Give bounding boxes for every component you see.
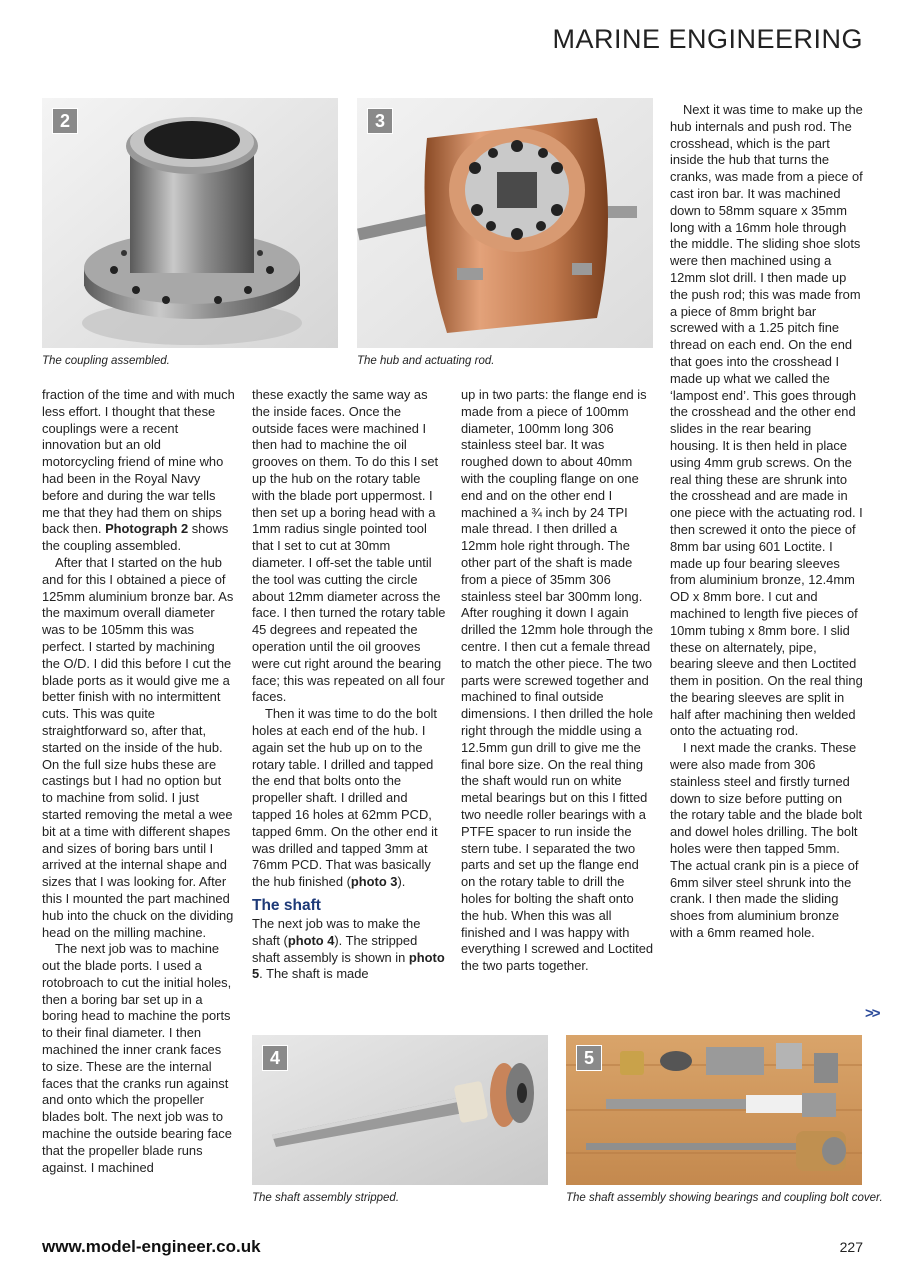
photo-4-caption: The shaft assembly stripped. — [252, 1192, 400, 1204]
photo-number-badge: 4 — [262, 1045, 288, 1071]
photo-5-caption: The shaft assembly showing bearings and coupling bolt cover. — [566, 1192, 883, 1204]
paragraph: fraction of the time and with much less effort. I thought that these couplings were a recent innovation but an old motorcycling friend of mine who had been in the Royal Navy before and during the war tells me that they had them on ships back then. Photograph 2 shows the coupling assembled. — [42, 387, 235, 554]
text-column-3 — [461, 387, 655, 975]
text-column-4 — [670, 102, 863, 942]
photo-5-shaft-bearings — [566, 1035, 862, 1185]
paragraph: The next job was to machine out the blade ports. I used a rotobroach to cut the initial holes, then a boring bar set up in a boring head to machine the ports to their final diameter. I then machined the inner crank faces to size. These are the internal faces that the cranks run against and onto which the propeller blades bolt. The next job was to machine the outside bearing face that the propeller blade runs against. I machined — [42, 941, 232, 1175]
photo-reference: photo 5 — [252, 949, 445, 982]
paragraph: The next job was to make the shaft (photo 4). The stripped shaft assembly is shown in photo 5. The shaft is made — [252, 915, 445, 982]
paragraph: up in two parts: the flange end is made from a piece of 100mm diameter, 100mm long 306 stainless steel bar. It was roughed down to about 40mm with the coupling flange on one end and on the other end I machined a ¾ inch by 24 TPI male thread. I then drilled a 12mm hole right through. The other part of the shaft is made from a piece of 35mm 306 stainless steel bar 300mm long. After roughing it down I again drilled the 12mm hole through the centre. I then cut a female thread to match the other piece. The two parts were screwed together and machined to final outside dimensions. I then drilled the hole right through the middle using a 12.5mm gun drill to give me the final bore size. On the real thing the shaft would run on white metal bearings but on this I fitted two needle roller bearings with a PTFE spacer to run inside the stern tube. I separated the two parts and set up the flange end on the rotary table to drill the holes for bolting the shaft onto the hub. When this was all finished and I was happy with everything I screwed and Loctited the two parts together. — [461, 387, 654, 974]
paragraph: these exactly the same way as the inside faces. Once the outside faces were machined I then had to machine the oil grooves on them. To do this I set up the hub on the rotary table with the blade port uppermost. I then set up a boring head with a 1mm radius single pointed tool that I set to cut at 30mm diameter. I off-set the table until the tool was cutting the circle about 12mm diameter across the face. I then turned the rotary table 45 degrees and repeated the operation until the oil grooves were cut right around the bearing face; this was repeated on all four faces. — [252, 387, 446, 705]
photo-reference: photo 3 — [350, 874, 398, 890]
photo-reference: Photograph 2 — [105, 521, 189, 537]
subheading-the-shaft: The shaft — [252, 896, 321, 914]
photo-2-caption: The coupling assembled. — [42, 355, 170, 367]
shaft-illustration — [252, 1035, 548, 1185]
photo-number-badge: 3 — [367, 108, 393, 134]
coupling-illustration — [42, 98, 338, 348]
photo-3-caption: The hub and actuating rod. — [357, 355, 495, 367]
paragraph: After that I started on the hub and for this I obtained a piece of 125mm aluminium bronze bar. As the maximum overall diameter was to be 105mm this was perfect. I started by machining the O/D. I did this before I cut the blade ports as it would give me a better finish with no intermittent cuts. This was quite straightforward so, after that, started on the inside of the hub. On the full size hubs these are castings but I had no option but to machine from solid. I just started removing the metal a wee bit at a time with different shapes and sizes of boring bars until I arrived at the internal shape and sizes that I was looking for. After this I mounted the part machined hub into the chuck on the dividing head on the milling machine. — [42, 554, 234, 940]
footer-website-url: www.model-engineer.co.uk — [42, 1237, 261, 1256]
paragraph: Then it was time to do the bolt holes at each end of the hub. I again set the hub up on to the rotary table. I drilled and tapped the end that bolts onto the propeller shaft. I drilled and tapped 16 holes at 62mm PCD, tapped 6mm. On the other end it was drilled and tapped 3mm at 76mm PCD. That was basically the hub finished (photo 3). — [252, 706, 438, 890]
page-number: 227 — [839, 1239, 863, 1255]
text-column-2 — [252, 387, 446, 983]
photo-4-shaft — [252, 1035, 548, 1185]
section-title: MARINE ENGINEERING — [552, 24, 863, 54]
text-column-1 — [42, 387, 235, 1176]
photo-2-coupling — [42, 98, 338, 348]
bearings-illustration — [566, 1035, 862, 1185]
hub-illustration — [357, 98, 653, 348]
continue-arrow: >> — [865, 1005, 879, 1022]
photo-number-badge: 2 — [52, 108, 78, 134]
photo-number-badge: 5 — [576, 1045, 602, 1071]
paragraph: Next it was time to make up the hub internals and push rod. The crosshead, which is the part inside the hub that turns the cranks, was made from a piece of cast iron bar. It was machined down to 58mm square x 35mm long with a 16mm hole through the middle. The sliding shoe slots were then machined using a 12mm slot drill. I then made up the push rod; this was made from a piece of 8mm bright bar screwed with a 1.25 pitch fine thread on each end. On the end that goes into the crosshead I made up what we called the ‘lampost end’. This goes through the crosshead and the other end slides in the rear bearing housing. It is then held in place using 4mm grub screws. On the real thing these are shrunk into the crosshead and are made in one piece with the actuating rod. I then screwed it onto the piece of 8mm bar using 601 Loctite. I made up four bearing sleeves from aluminium bronze, 12.4mm OD x 8mm bore. I cut and machined to length five pieces of 10mm tubing x 8mm bore. I slid these on alternately, pipe, bearing sleeve and then Loctited them in position. On the real thing the bearing sleeves are split in half after machining then welded onto the actuating rod. — [670, 102, 863, 739]
photo-3-hub — [357, 98, 653, 348]
photo-reference: photo 4 — [287, 932, 335, 948]
paragraph: I next made the cranks. These were also made from 306 stainless steel and firstly turned down to size before putting on the rotary table and the blade bolt and dowel holes drilling. The bolt holes were then tapped 5mm. The actual crank pin is a piece of 6mm silver steel shrunk into the crank. I then made the sliding shoes from aluminium bronze with a 6mm reamed hole. — [670, 740, 863, 941]
